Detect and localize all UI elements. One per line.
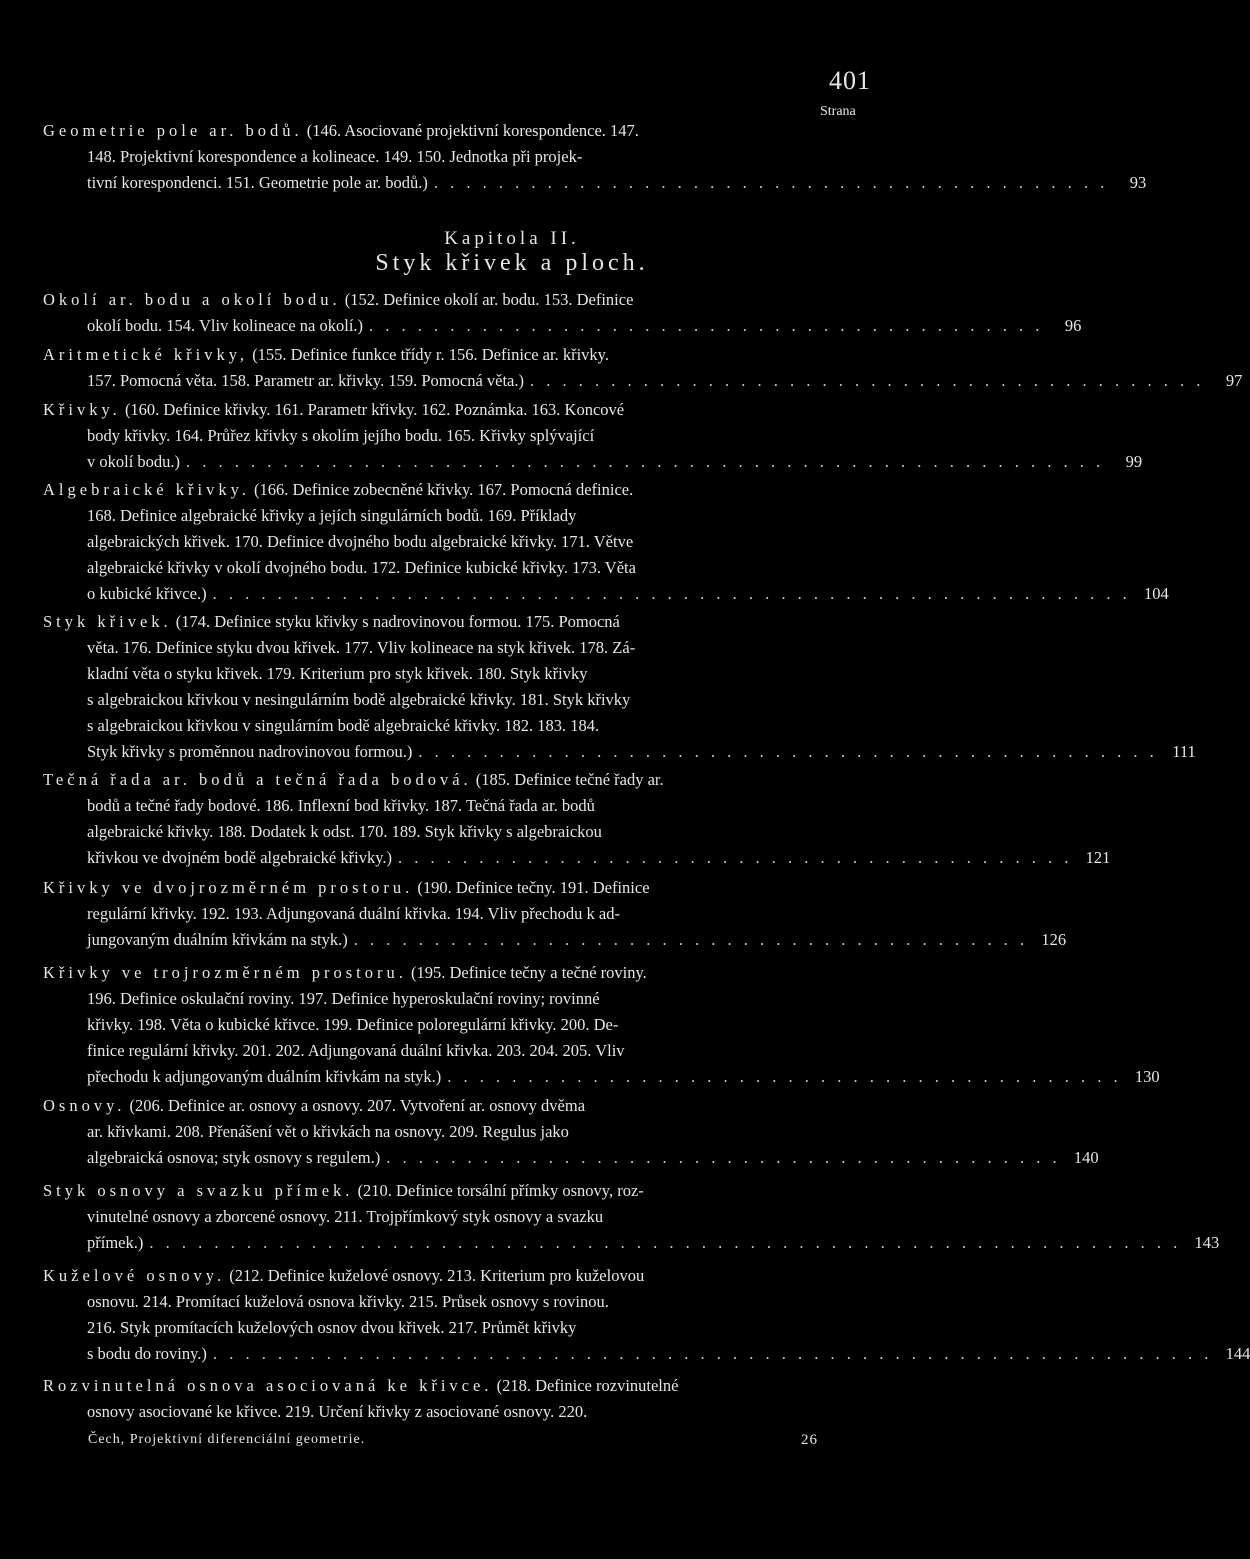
page-ref: 111 <box>1172 742 1196 761</box>
toc-entry: Aritmetické křivky, (155. Definice funkce třídy r. 156. Definice ar. křivky. 157. Pomocná věta. 158. Parametr ar. křivky. 159. Pomocná věta.) . . . . . . . . . . . . . . . . . . . . . . . . . . . . . . . . . . . . . . . . . . 97 <box>43 342 876 394</box>
toc-entry: Kuželové osnovy. (212. Definice kuželové osnovy. 213. Kriterium pro kuželovou osnovu. 214. Promítací kuželová osnova křivky. 215. Průsek osnovy s rovinou. 216. Styk promítacích kuželových osnov dvou křivek. 217. Průmět křivky s bodu do roviny.) . . . . . . . . . . . . . . . . . . . . . . . . . . . . . . . . . . . . . . . . . . . . . . . . . . . . . . . . . . . . . . 144 <box>43 1263 876 1367</box>
leader-dots: . . . . . . . . . . . . . . . . . . . . . . . . . . . . . . . . . . . . . . . . . . <box>369 316 1044 335</box>
entry-heading: Geometrie pole ar. bodů. <box>43 121 303 140</box>
leader-dots: . . . . . . . . . . . . . . . . . . . . . . . . . . . . . . . . . . . . . . . . . . <box>386 1148 1061 1167</box>
leader-dots: . . . . . . . . . . . . . . . . . . . . . . . . . . . . . . . . . . . . . . . . . . . . . . . . . . . . . . . . . <box>212 584 1131 603</box>
toc-entry: Geometrie pole ar. bodů. (146. Asociované projektivní korespondence. 147. 148. Projektivní korespondence a kolineace. 149. 150. Jednotka při projek- tivní korespondenci. 151. Geometrie pole ar. bodů.) . . . . . . . . . . . . . . . . . . . . . . . . . . . . . . . . . . . . . . . . . . 93 <box>43 118 876 196</box>
leader-dots: . . . . . . . . . . . . . . . . . . . . . . . . . . . . . . . . . . . . . . . . . . <box>353 930 1029 949</box>
leader-dots: . . . . . . . . . . . . . . . . . . . . . . . . . . . . . . . . . . . . . . . . . . . . . . . . . . . . . . . . . . . . . . <box>212 1344 1213 1363</box>
strana-label: Strana <box>820 104 856 119</box>
leader-dots: . . . . . . . . . . . . . . . . . . . . . . . . . . . . . . . . . . . . . . . . . . <box>447 1067 1122 1086</box>
toc-entry: Algebraické křivky. (166. Definice zobecněné křivky. 167. Pomocná definice. 168. Definice algebraické křivky a jejích singulárních bodů. 169. Příklady algebraických křivek. 170. Definice dvojného bodu algebraické křivky. 171. Větve algebraické křivky v okolí dvojného bodu. 172. Definice kubické křivky. 173. Věta o kubické křivce.) . . . . . . . . . . . . . . . . . . . . . . . . . . . . . . . . . . . . . . . . . . . . . . . . . . . . . . . . . 104 <box>43 477 876 607</box>
page-ref: 126 <box>1041 930 1067 949</box>
page-ref: 104 <box>1143 584 1169 603</box>
page-ref: 143 <box>1194 1233 1220 1252</box>
entry-heading: Kuželové osnovy. <box>43 1266 226 1285</box>
footer-signature: 26 <box>801 1432 818 1448</box>
entry-heading: Okolí ar. bodu a okolí bodu. <box>43 290 341 309</box>
toc-entry: Styk osnovy a svazku přímek. (210. Definice torsální přímky osnovy, roz- vinutelné osnovy a zborcené osnovy. 211. Trojpřímkový styk osnovy a svazku přímek.) . . . . . . . . . . . . . . . . . . . . . . . . . . . . . . . . . . . . . . . . . . . . . . . . . . . . . . . . . . . . . . . . 143 <box>43 1178 876 1256</box>
chapter-number: Kapitola II. <box>444 228 580 249</box>
toc-entry: Rozvinutelná osnova asociovaná ke křivce. (218. Definice rozvinutelné osnovy asociované ke křivce. 219. Určení křivky z asociované osnovy. 220. <box>43 1376 679 1421</box>
leader-dots: . . . . . . . . . . . . . . . . . . . . . . . . . . . . . . . . . . . . . . . . . . <box>398 848 1073 867</box>
page-ref: 121 <box>1085 848 1111 867</box>
toc-entry: Křivky. (160. Definice křivky. 161. Parametr křivky. 162. Poznámka. 163. Koncové body křivky. 164. Průřez křivky s okolím jejího bodu. 165. Křivky splývající v okolí bodu.) . . . . . . . . . . . . . . . . . . . . . . . . . . . . . . . . . . . . . . . . . . . . . . . . . . . . . . . . . 99 <box>43 397 876 475</box>
entry-heading: Křivky ve dvojrozměrném prostoru. <box>43 878 414 897</box>
page-ref: 144 <box>1225 1344 1250 1363</box>
entry-heading: Osnovy. <box>43 1096 126 1115</box>
leader-dots: . . . . . . . . . . . . . . . . . . . . . . . . . . . . . . . . . . . . . . . . . . . . . . <box>418 742 1158 761</box>
page-footer <box>88 1432 818 1448</box>
entry-heading: Rozvinutelná osnova asociovaná ke křivce. <box>43 1376 493 1395</box>
toc-entry: Styk křivek. (174. Definice styku křivky s nadrovinovou formou. 175. Pomocná věta. 176. Definice styku dvou křivek. 177. Vliv kolineace na styk křivek. 178. Zá- kladní věta o styku křivek. 179. Kriterium pro styk křivek. 180. Styk křivky s algebraickou křivkou v nesingulárním bodě algebraické křivky. 181. Styk křivky s algebraickou křivkou v singulárním bodě algebraické křivky. 182. 183. 184. Styk křivky s proměnnou nadrovinovou formou.) . . . . . . . . . . . . . . . . . . . . . . . . . . . . . . . . . . . . . . . . . . . . . . 111 <box>43 609 876 765</box>
chapter-title: Styk křivek a ploch. <box>375 250 649 276</box>
entry-heading: Křivky. <box>43 400 121 419</box>
toc-entry: Osnovy. (206. Definice ar. osnovy a osnovy. 207. Vytvoření ar. osnovy dvěma ar. křivkami. 208. Přenášení vět o křivkách na osnovy. 209. Regulus jako algebraická osnova; styk osnovy s regulem.) . . . . . . . . . . . . . . . . . . . . . . . . . . . . . . . . . . . . . . . . . . 140 <box>43 1093 876 1171</box>
toc-entry: Křivky ve trojrozměrném prostoru. (195. Definice tečny a tečné roviny. 196. Definice oskulační roviny. 197. Definice hyperoskulační roviny; rovinné křivky. 198. Věta o kubické křivce. 199. Definice poloregulární křivky. 200. De- finice regulární křivky. 201. 202. Adjungovaná duální křivka. 203. 204. 205. Vliv přechodu k adjungovaným duálním křivkám na styk.) . . . . . . . . . . . . . . . . . . . . . . . . . . . . . . . . . . . . . . . . . . 130 <box>43 960 876 1090</box>
page-ref: 96 <box>1064 316 1082 335</box>
entry-heading: Tečná řada ar. bodů a tečná řada bodová. <box>43 770 472 789</box>
footer-running-title: Čech, Projektivní diferenciální geometrie. <box>88 1432 366 1447</box>
entry-heading: Aritmetické křivky, <box>43 345 249 364</box>
toc-entry: Okolí ar. bodu a okolí bodu. (152. Definice okolí ar. bodu. 153. Definice okolí bodu. 154. Vliv kolineace na okolí.) . . . . . . . . . . . . . . . . . . . . . . . . . . . . . . . . . . . . . . . . . . 96 <box>43 287 876 339</box>
page-number: 401 <box>829 66 871 95</box>
toc-entry: Křivky ve dvojrozměrném prostoru. (190. Definice tečny. 191. Definice regulární křivky. 192. 193. Adjungovaná duální křivka. 194. Vliv přechodu k ad- jungovaným duálním křivkám na styk.) . . . . . . . . . . . . . . . . . . . . . . . . . . . . . . . . . . . . . . . . . . 126 <box>43 875 876 953</box>
entry-heading: Styk osnovy a svazku přímek. <box>43 1181 354 1200</box>
leader-dots: . . . . . . . . . . . . . . . . . . . . . . . . . . . . . . . . . . . . . . . . . . <box>433 173 1109 192</box>
page-ref: 140 <box>1073 1148 1099 1167</box>
entry-heading: Algebraické křivky. <box>43 480 250 499</box>
page-ref: 93 <box>1129 173 1147 192</box>
entry-heading: Styk křivek. <box>43 612 172 631</box>
leader-dots: . . . . . . . . . . . . . . . . . . . . . . . . . . . . . . . . . . . . . . . . . . . . . . . . . . . . . . . . . <box>186 452 1105 471</box>
leader-dots: . . . . . . . . . . . . . . . . . . . . . . . . . . . . . . . . . . . . . . . . . . <box>530 371 1205 390</box>
leader-dots: . . . . . . . . . . . . . . . . . . . . . . . . . . . . . . . . . . . . . . . . . . . . . . . . . . . . . . . . . . . . . . . . <box>149 1233 1182 1252</box>
page-ref: 99 <box>1125 452 1143 471</box>
page-ref: 130 <box>1134 1067 1160 1086</box>
toc-entry: Tečná řada ar. bodů a tečná řada bodová. (185. Definice tečné řady ar. bodů a tečné řady bodové. 186. Inflexní bod křivky. 187. Tečná řada ar. bodů algebraické křivky. 188. Dodatek k odst. 170. 189. Styk křivky s algebraickou křivkou ve dvojném bodě algebraické křivky.) . . . . . . . . . . . . . . . . . . . . . . . . . . . . . . . . . . . . . . . . . . 121 <box>43 767 876 871</box>
page-ref: 97 <box>1225 371 1243 390</box>
entry-heading: Křivky ve trojrozměrném prostoru. <box>43 963 407 982</box>
